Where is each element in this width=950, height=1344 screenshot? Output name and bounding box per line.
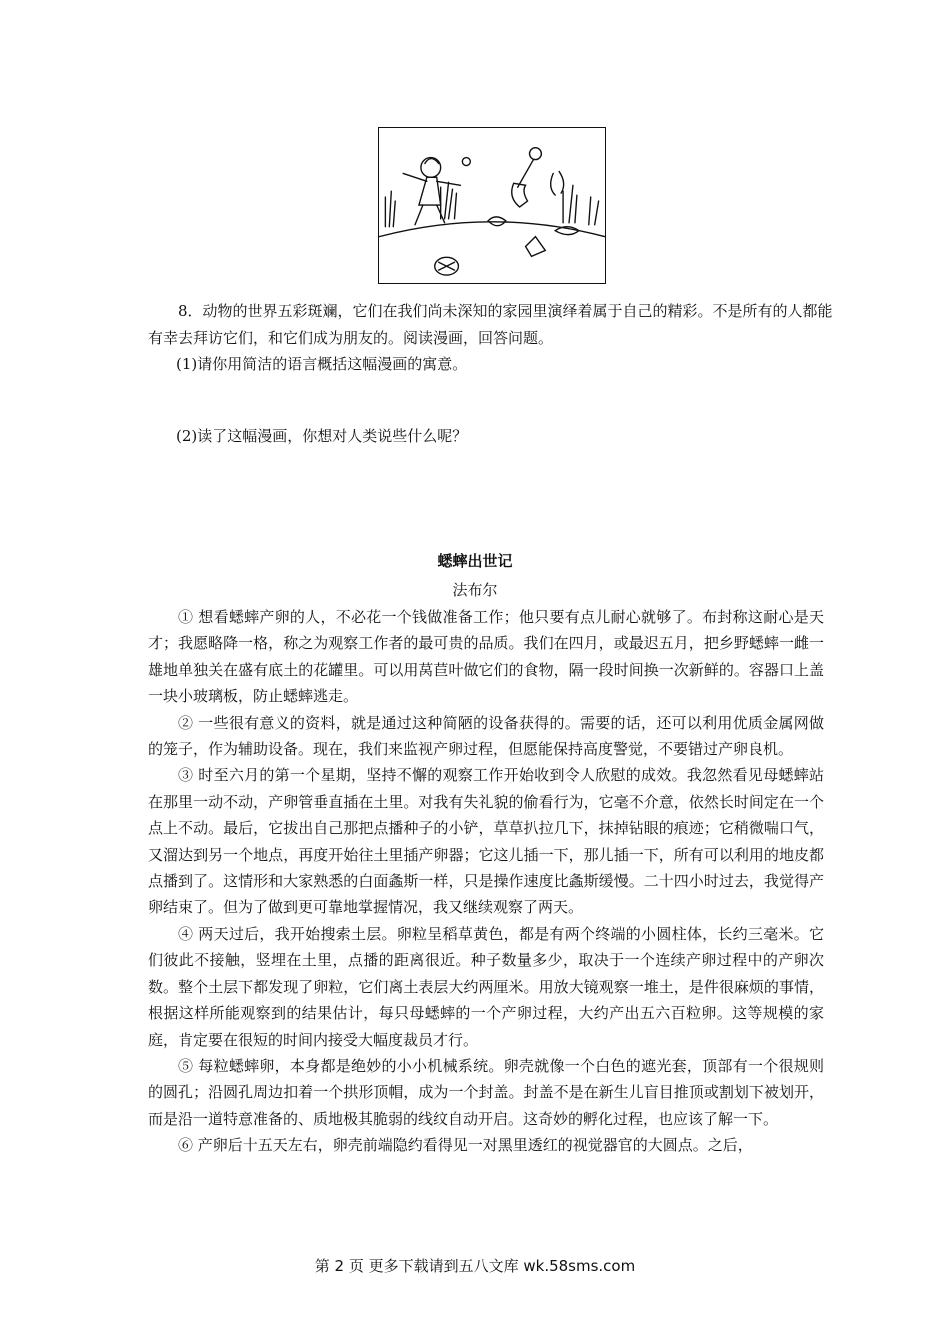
grass-left	[385, 191, 395, 227]
article-author: 法布尔	[452, 581, 498, 599]
article-title: 蟋蟀出世记	[437, 552, 513, 570]
turtle-pattern	[439, 262, 455, 270]
man-arms	[403, 173, 460, 185]
man-head	[421, 158, 441, 178]
question-8-sub1: (1)请你用简洁的语言概括这幅漫画的寓意。	[176, 355, 468, 373]
paragraph-1: ① 想看蟋蟀产卵的人，不必花一个钱做准备工作；他只要有点儿耐心就够了。布封称这耐心是天才；我愿略降一格，称之为观察工作者的最可贵的品质。我们在四月，或最迟五月，把乡野蟋蟀一雌一雄地单独关在盛有底土的花罐里。可以用莴苣叶做它们的食物，隔一段时间换一次新鲜的。容器口上盖一块小玻璃板，防止蟋蟀逃走。	[148, 608, 824, 706]
page-footer: 第 2 页 更多下载请到五八文库 wk.58sms.com	[314, 1257, 636, 1275]
paragraph-6: ⑥ 产卵后十五天左右，卵壳前端隐约看得见一对黑里透红的视觉器官的大圆点。之后，	[178, 1136, 753, 1155]
net-ring	[530, 148, 542, 160]
grass-right	[563, 185, 599, 224]
paragraph-5: ⑤ 每粒蟋蟀卵，本身都是绝妙的小小机械系统。卵壳就像一个白色的遮光套，顶部有一个很规则的圆孔；沿圆孔周边扣着一个拱形顶帽，成为一个封盖。封盖不是在新生儿盲目推顶或割划下被划开，而是沿一道特意准备的、质地极其脆弱的线纹自动开启。这奇妙的孵化过程，也应该了解一下。	[148, 1056, 824, 1128]
question-8-stem: 8．动物的世界五彩斑斓，它们在我们尚未深知的家园里演绎着属于自己的精彩。不是所有的人都能有幸去拜访它们，和它们成为朋友的。阅读漫画，回答问题。	[148, 302, 833, 347]
question-8-sub2: (2)读了这幅漫画，你想对人类说些什么呢？	[176, 427, 468, 445]
article-body	[148, 604, 824, 1159]
paragraph-4: ④ 两天过后，我开始搜索土层。卵粒呈稻草黄色，都是有两个终端的小圆柱体，长约三毫米。它们彼此不接触，竖埋在土里，点播的距离很近。种子数量多少，取决于一个连续产卵过程中的产卵次数。整个土层下都发现了卵粒，它们离土表层大约两厘米。用放大镜观察一堆土，是件很麻烦的事情，根据这样所能观察到的结果估计，每只母蟋蟀的一个产卵过程，大约产出五六百粒卵。这等规模的家庭，肯定要在很短的时间内接受大幅度裁员才行。	[148, 924, 824, 1049]
cartoon-illustration	[378, 127, 606, 284]
net-handle	[518, 160, 534, 188]
ball	[462, 158, 470, 166]
paragraph-2: ② 一些很有意义的资料，就是通过这种简陋的设备获得的。需要的话，还可以利用优质金属网做的笼子，作为辅助设备。现在，我们来监视产卵过程，但愿能保持高度警觉，不要错过产卵良机。	[148, 713, 824, 759]
bug-bottom	[526, 237, 546, 257]
mantis-body	[512, 183, 528, 207]
cartoon-drawing	[379, 128, 605, 283]
paragraph-3: ③ 时至六月的第一个星期，坚持不懈的观察工作开始收到令人欣慰的成效。我忽然看见母蟋蟀站在那里一动不动，产卵管垂直插在土里。对我有失礼貌的偷看行为，它毫不介意，依然长时间定在一个点上不动。最后，它拔出自己那把点播种子的小铲，草草扒拉几下，抹掉钻眼的痕迹；它稍微喘口气，又溜达到另一个地点，再度开始往土里插产卵器；它这儿插一下，那儿插一下，所有可以利用的地皮都点播到了。这情形和大家熟悉的白面螽斯一样，只是操作速度比螽斯缓慢。二十四小时过去，我觉得产卵结束了。但为了做到更可靠地掌握情况，我又继续观察了两天。	[148, 766, 824, 917]
grass-mid	[441, 182, 457, 219]
frog-top	[551, 171, 564, 195]
